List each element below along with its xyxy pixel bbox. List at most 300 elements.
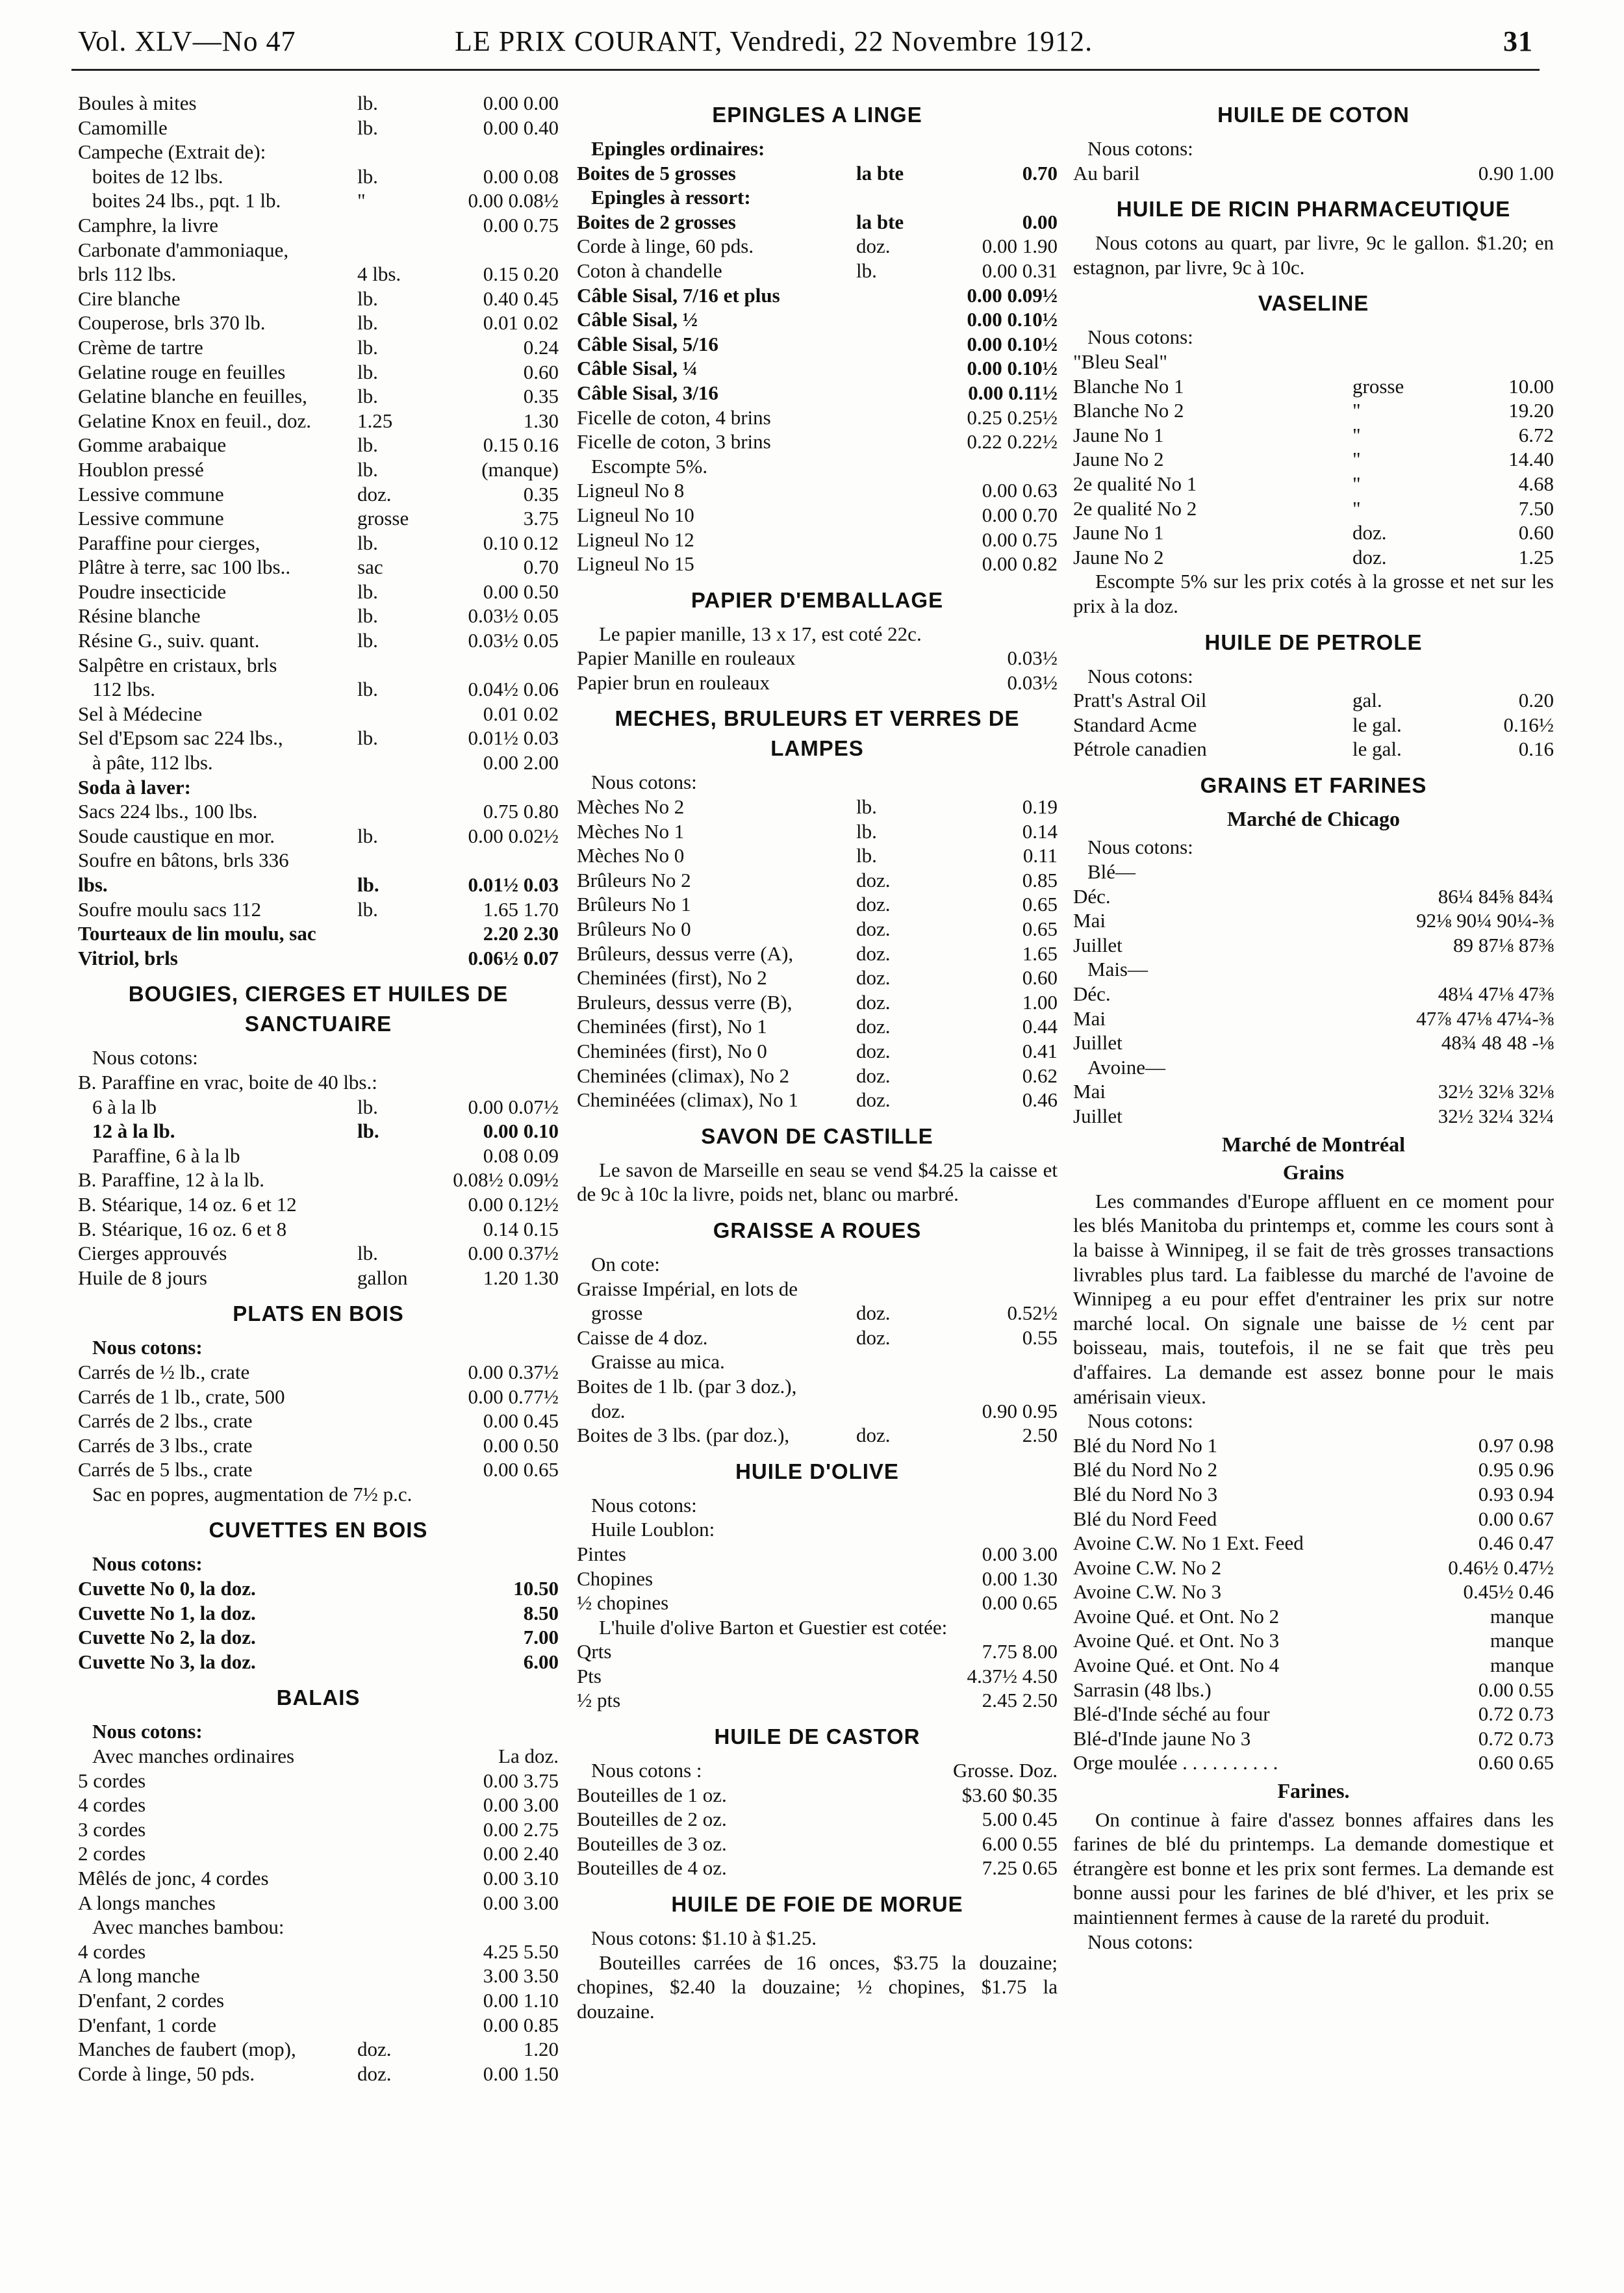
item-price: 0.41 bbox=[1022, 1040, 1058, 1062]
item-price: 0.00 0.85 bbox=[483, 2013, 559, 2036]
item-price: 0.00 0.08 bbox=[483, 164, 559, 188]
item-unit: lb. bbox=[357, 287, 378, 310]
item-unit: " bbox=[1352, 496, 1361, 520]
price-row bbox=[577, 819, 1058, 844]
item-name: Soufre moulu sacs 112 bbox=[78, 897, 262, 921]
item-unit: lb. bbox=[357, 116, 378, 139]
price-row bbox=[78, 262, 559, 287]
paragraph: L'huile d'olive Barton et Guestier est cotée: bbox=[599, 1615, 948, 1639]
item-price: 7.50 bbox=[1518, 496, 1554, 520]
item-price: 0.08½ 0.09½ bbox=[453, 1168, 559, 1192]
item-price: 0.00 0.75 bbox=[483, 213, 559, 237]
item-price: 0.25 0.25½ bbox=[967, 405, 1058, 429]
price-row bbox=[1073, 1531, 1554, 1556]
price-row bbox=[78, 188, 559, 213]
text-line: Epingles ordinaires: bbox=[591, 137, 765, 160]
item-unit: doz. bbox=[856, 942, 891, 965]
price-row bbox=[78, 213, 559, 238]
item-price: 6.00 bbox=[523, 1650, 559, 1673]
item-name: lbs. bbox=[78, 873, 108, 896]
price-row bbox=[1073, 472, 1554, 496]
item-price: 0.00 0.45 bbox=[483, 1409, 559, 1433]
price-row bbox=[78, 1192, 559, 1217]
price-row bbox=[577, 1758, 1058, 1783]
item-unit: lb. bbox=[357, 433, 378, 457]
item-name: Avoine C.W. No 3 bbox=[1073, 1580, 1222, 1604]
item-unit: le gal. bbox=[1352, 713, 1402, 736]
item-name: grosse bbox=[591, 1301, 643, 1325]
item-unit: doz. bbox=[357, 2038, 392, 2061]
header-rule bbox=[71, 69, 1540, 71]
item-price: La doz. bbox=[498, 1745, 559, 1768]
price-row bbox=[577, 259, 1058, 283]
item-name: Avoine Qué. et Ont. No 3 bbox=[1073, 1629, 1280, 1652]
item-name: Crème de tartre bbox=[78, 335, 203, 359]
item-price: 0.00 0.31 bbox=[982, 259, 1058, 282]
item-price: 0.01 0.02 bbox=[483, 311, 559, 335]
item-price: 0.60 bbox=[523, 360, 559, 383]
item-price: 4.25 5.50 bbox=[483, 1940, 559, 1963]
item-price: 0.00 0.50 bbox=[483, 580, 559, 603]
price-row bbox=[78, 1841, 559, 1866]
item-unit: lb. bbox=[357, 726, 378, 750]
item-name: 5 cordes bbox=[78, 1769, 146, 1792]
item-name: Chopines bbox=[577, 1567, 653, 1590]
item-unit: " bbox=[1352, 423, 1361, 446]
item-price: 0.65 bbox=[1022, 917, 1058, 941]
item-name: Papier Manille en rouleaux bbox=[577, 647, 796, 670]
item-name: Nous cotons : bbox=[591, 1759, 702, 1782]
item-price: manque bbox=[1490, 1629, 1554, 1652]
price-row bbox=[78, 946, 559, 971]
item-name: Paraffine pour cierges, bbox=[78, 531, 260, 554]
price-row bbox=[577, 868, 1058, 893]
item-price: 32½ 32⅛ 32⅛ bbox=[1438, 1080, 1554, 1103]
section-heading: GRAISSE A ROUES bbox=[713, 1218, 922, 1242]
price-row bbox=[577, 552, 1058, 576]
paragraph: Nous cotons au quart, par livre, 9c le gallon. $1.20; en estagnon, par livre, 9c à 10c. bbox=[1073, 231, 1554, 279]
item-price: 0.52½ bbox=[1007, 1301, 1058, 1325]
item-name: Câble Sisal, 7/16 et plus bbox=[577, 283, 780, 307]
item-name: Mai bbox=[1073, 1006, 1106, 1030]
item-name: Coton à chandelle bbox=[577, 259, 722, 282]
item-name: boites 24 lbs., pqt. 1 lb. bbox=[92, 189, 281, 212]
item-name: Cuvette No 1, la doz. bbox=[78, 1601, 256, 1624]
item-price: 4.37½ 4.50 bbox=[967, 1664, 1058, 1687]
item-name: Boites de 3 lbs. (par doz.), bbox=[577, 1424, 790, 1447]
item-name: Jaune No 1 bbox=[1073, 423, 1164, 446]
sub-heading: Farines. bbox=[1277, 1779, 1350, 1803]
text-line: Mais— bbox=[1087, 958, 1148, 981]
item-name: Juillet bbox=[1073, 1031, 1123, 1055]
section-heading: HUILE DE PETROLE bbox=[1204, 630, 1423, 654]
price-row bbox=[78, 750, 559, 775]
item-price: 0.00 0.70 bbox=[982, 503, 1058, 526]
price-row bbox=[577, 966, 1058, 990]
item-name: à pâte, 112 lbs. bbox=[92, 751, 213, 775]
price-row bbox=[577, 381, 1058, 405]
item-name: brls 112 lbs. bbox=[78, 263, 177, 286]
item-unit: lb. bbox=[856, 259, 877, 282]
item-unit: doz. bbox=[856, 235, 891, 258]
price-row bbox=[78, 702, 559, 726]
section-heading: GRAINS ET FARINES bbox=[1200, 773, 1427, 797]
item-name: Sarrasin (48 lbs.) bbox=[1073, 1678, 1212, 1701]
item-name: Sacs 224 lbs., 100 lbs. bbox=[78, 800, 258, 823]
text-line: Soda à laver: bbox=[78, 775, 191, 799]
item-unit: lb. bbox=[357, 824, 378, 847]
price-row bbox=[78, 2013, 559, 2038]
item-name: B. Stéarique, 16 oz. 6 et 8 bbox=[78, 1217, 287, 1240]
paragraph: On continue à faire d'assez bonnes affaires dans les farines de blé du printemps. La demande domestique et étrangère est bonne et les prix sont fermes. La demande est bonne aussi pour les farines de blé d'hiver, et les prix se maintiennent fermes à cause de la rareté du produit. bbox=[1073, 1808, 1554, 1928]
price-row bbox=[78, 1433, 559, 1458]
item-price: 89 87⅛ 87⅜ bbox=[1453, 933, 1554, 956]
text-line: Epingles à ressort: bbox=[591, 186, 751, 209]
item-price: manque bbox=[1490, 1654, 1554, 1677]
item-name: Déc. bbox=[1073, 982, 1111, 1006]
price-row bbox=[78, 897, 559, 922]
item-name: Cheminées (climax), No 2 bbox=[577, 1064, 790, 1087]
item-name: Caisse de 4 doz. bbox=[577, 1326, 708, 1349]
item-name: Brûleurs No 2 bbox=[577, 868, 691, 891]
item-price: 0.00 0.11½ bbox=[968, 381, 1058, 404]
item-price: 0.03½ bbox=[1007, 647, 1058, 670]
price-row bbox=[1073, 1006, 1554, 1031]
item-price: 1.20 bbox=[523, 2038, 559, 2061]
item-unit: " bbox=[357, 189, 366, 212]
price-row bbox=[577, 795, 1058, 819]
item-price: 0.15 0.20 bbox=[483, 263, 559, 286]
item-price: 0.00 3.10 bbox=[483, 1867, 559, 1889]
item-unit: doz. bbox=[856, 1040, 891, 1062]
item-name: Boites de 5 grosses bbox=[577, 161, 736, 185]
item-name: D'enfant, 2 cordes bbox=[78, 1988, 225, 2012]
item-name: Avoine C.W. No 2 bbox=[1073, 1556, 1222, 1579]
item-name: Corde à linge, 60 pds. bbox=[577, 235, 754, 258]
item-unit: lb. bbox=[357, 1120, 379, 1143]
item-price: 0.65 bbox=[1022, 893, 1058, 916]
item-price: 0.00 0.10½ bbox=[967, 332, 1058, 355]
item-name: Huile de 8 jours bbox=[78, 1266, 207, 1289]
item-price: 5.00 0.45 bbox=[982, 1808, 1058, 1831]
item-unit: lb. bbox=[357, 1242, 378, 1265]
item-price: 0.72 0.73 bbox=[1478, 1726, 1554, 1750]
price-row bbox=[577, 283, 1058, 308]
item-price: 0.00 0.10½ bbox=[967, 308, 1058, 331]
item-price: 1.65 bbox=[1022, 942, 1058, 965]
price-row bbox=[577, 528, 1058, 552]
item-unit: lb. bbox=[357, 678, 378, 701]
item-price: 2.45 2.50 bbox=[982, 1689, 1058, 1712]
item-name: Carrés de 5 lbs., crate bbox=[78, 1458, 253, 1481]
price-row bbox=[577, 1832, 1058, 1856]
price-row bbox=[577, 1639, 1058, 1664]
item-name: A long manche bbox=[78, 1964, 200, 1988]
price-row bbox=[78, 287, 559, 311]
price-row bbox=[1073, 496, 1554, 521]
price-row bbox=[577, 1807, 1058, 1832]
item-name: Jaune No 1 bbox=[1073, 521, 1164, 544]
item-price: 0.03½ bbox=[1007, 671, 1058, 694]
item-price: 0.00 0.77½ bbox=[468, 1385, 559, 1408]
item-name: Cheminées (first), No 0 bbox=[577, 1040, 767, 1062]
price-row bbox=[1073, 545, 1554, 570]
item-name: Câble Sisal, 3/16 bbox=[577, 381, 718, 404]
paragraph: Le savon de Marseille en seau se vend $4.25 la caisse et de 9c à 10c la livre, poids net, blanc ou marbré. bbox=[577, 1158, 1058, 1206]
item-unit: doz. bbox=[856, 893, 891, 916]
item-price: 0.46 0.47 bbox=[1478, 1531, 1554, 1555]
price-row bbox=[1073, 1628, 1554, 1653]
item-price: 0.60 bbox=[1518, 521, 1554, 544]
text-line: Nous cotons: bbox=[92, 1552, 203, 1576]
sub-heading: Marché de Montréal bbox=[1222, 1132, 1405, 1156]
price-row bbox=[78, 116, 559, 140]
price-row bbox=[577, 1688, 1058, 1713]
item-name: Carrés de ½ lb., crate bbox=[78, 1360, 250, 1383]
price-row bbox=[577, 405, 1058, 430]
item-name: Bouteilles de 4 oz. bbox=[577, 1856, 727, 1880]
item-name: Blé du Nord Feed bbox=[1073, 1507, 1217, 1530]
text-line: Nous cotons: bbox=[1087, 1409, 1193, 1433]
item-name: Ficelle de coton, 3 brins bbox=[577, 430, 771, 454]
price-row bbox=[577, 210, 1058, 235]
section-heading: BOUGIES, CIERGES ET HUILES DE SANCTUAIRE bbox=[128, 982, 509, 1036]
item-unit: gallon bbox=[357, 1266, 408, 1289]
item-name: Ligneul No 12 bbox=[577, 528, 694, 551]
item-unit: lb. bbox=[856, 819, 877, 843]
text-line: Nous cotons: bbox=[591, 1493, 697, 1517]
item-price: 19.20 bbox=[1508, 399, 1554, 422]
item-price: 8.50 bbox=[523, 1601, 559, 1624]
item-name: Mèches No 0 bbox=[577, 844, 685, 867]
item-price: 0.00 1.90 bbox=[982, 235, 1058, 258]
price-row bbox=[577, 503, 1058, 528]
text-line: Nous cotons: bbox=[591, 771, 697, 794]
price-row bbox=[577, 892, 1058, 917]
text-line: Boites de 1 lb. (par 3 doz.), bbox=[577, 1374, 797, 1398]
text-line: Nous cotons: bbox=[1087, 137, 1193, 160]
price-row bbox=[78, 1360, 559, 1385]
price-row bbox=[78, 335, 559, 360]
item-price: 0.00 0.75 bbox=[982, 528, 1058, 551]
item-unit: le gal. bbox=[1352, 737, 1402, 761]
price-row bbox=[1073, 1604, 1554, 1629]
text-line: Avoine— bbox=[1087, 1055, 1165, 1079]
item-price: 0.40 0.45 bbox=[483, 287, 559, 310]
item-price: 0.00 2.40 bbox=[483, 1842, 559, 1865]
text-line: Salpêtre en cristaux, brls bbox=[78, 653, 277, 676]
item-price: 0.00 0.40 bbox=[483, 116, 559, 139]
price-row bbox=[78, 921, 559, 946]
item-price: 10.50 bbox=[513, 1577, 559, 1600]
item-unit: doz. bbox=[856, 1015, 891, 1038]
item-name: B. Paraffine, 12 à la lb. bbox=[78, 1168, 264, 1192]
item-price: 0.00 0.55 bbox=[1478, 1678, 1554, 1701]
item-name: Vitriol, brls bbox=[78, 946, 178, 969]
publication-title: LE PRIX COURANT, Vendredi, 22 Novembre 1912. bbox=[455, 25, 1093, 57]
text-line: Nous cotons: bbox=[1087, 836, 1193, 859]
price-row bbox=[1073, 1653, 1554, 1678]
item-name: Pts bbox=[577, 1664, 602, 1687]
item-price: 14.40 bbox=[1508, 448, 1554, 471]
item-name: Gelatine Knox en feuil., doz. bbox=[78, 409, 311, 432]
item-name: Juillet bbox=[1073, 933, 1123, 956]
item-name: 112 lbs. bbox=[92, 678, 156, 701]
item-name: 4 cordes bbox=[78, 1793, 146, 1817]
text-line: Soufre en bâtons, brls 336 bbox=[78, 849, 289, 872]
item-name: Lessive commune bbox=[78, 482, 224, 506]
price-row bbox=[78, 1940, 559, 1964]
item-unit: lb. bbox=[357, 360, 378, 383]
item-price: 0.55 bbox=[1022, 1326, 1058, 1349]
text-line: Nous cotons: bbox=[92, 1336, 203, 1359]
masthead bbox=[78, 22, 1533, 64]
section-heading: HUILE DE COTON bbox=[1217, 103, 1410, 127]
item-name: Camomille bbox=[78, 116, 168, 139]
item-name: Blé-d'Inde séché au four bbox=[1073, 1702, 1270, 1726]
item-name: Avoine Qué. et Ont. No 2 bbox=[1073, 1604, 1280, 1628]
item-unit: doz. bbox=[856, 1326, 891, 1349]
text-line: Carbonate d'ammoniaque, bbox=[78, 238, 289, 261]
price-row bbox=[1073, 1079, 1554, 1104]
item-name: Poudre insecticide bbox=[78, 580, 227, 603]
item-name: Brûleurs No 1 bbox=[577, 893, 691, 916]
price-row bbox=[1073, 908, 1554, 933]
price-row bbox=[78, 1625, 559, 1650]
item-name: Gelatine rouge en feuilles bbox=[78, 360, 286, 383]
price-row bbox=[577, 917, 1058, 942]
item-unit: doz. bbox=[856, 868, 891, 891]
price-row bbox=[577, 161, 1058, 186]
item-name: Blanche No 1 bbox=[1073, 374, 1184, 398]
price-row bbox=[78, 1217, 559, 1242]
item-name: Blé du Nord No 2 bbox=[1073, 1458, 1218, 1481]
price-row bbox=[577, 1399, 1058, 1424]
item-price: 0.06½ 0.07 bbox=[468, 946, 559, 969]
item-price: 0.22 0.22½ bbox=[967, 430, 1058, 454]
item-unit: lb. bbox=[357, 92, 378, 114]
item-unit: doz. bbox=[856, 1424, 891, 1447]
item-unit: sac bbox=[357, 556, 383, 579]
item-price: 0.11 bbox=[1022, 844, 1058, 867]
item-name: Câble Sisal, ¼ bbox=[577, 357, 698, 380]
paragraph: Le papier manille, 13 x 17, est coté 22c. bbox=[599, 622, 922, 645]
item-name: Mèches No 2 bbox=[577, 795, 685, 819]
item-name: Cheminéées (climax), No 1 bbox=[577, 1088, 798, 1112]
price-row bbox=[1073, 1482, 1554, 1507]
item-name: Bouteilles de 2 oz. bbox=[577, 1808, 727, 1831]
item-price: 0.00 1.30 bbox=[982, 1567, 1058, 1590]
price-row bbox=[577, 1301, 1058, 1326]
price-row bbox=[1073, 447, 1554, 472]
item-price: 0.44 bbox=[1022, 1015, 1058, 1038]
price-row bbox=[78, 457, 559, 482]
item-price: 92⅛ 90¼ 90¼-⅜ bbox=[1416, 909, 1554, 932]
item-name: Camphre, la livre bbox=[78, 213, 219, 237]
item-price: 0.24 bbox=[523, 335, 559, 359]
item-price: 7.75 8.00 bbox=[982, 1640, 1058, 1663]
sub-heading: Grains bbox=[1282, 1160, 1345, 1185]
item-name: 2 cordes bbox=[78, 1842, 146, 1865]
item-price: 0.19 bbox=[1022, 795, 1058, 819]
price-row bbox=[1073, 1702, 1554, 1726]
price-row bbox=[1073, 713, 1554, 737]
text-line: Nous cotons: bbox=[92, 1720, 203, 1743]
item-name: Cire blanche bbox=[78, 287, 181, 310]
item-price: 0.00 0.07½ bbox=[468, 1095, 559, 1118]
item-name: Soude caustique en mor. bbox=[78, 824, 275, 847]
text-line: Nous cotons: bbox=[1087, 326, 1193, 349]
price-row bbox=[577, 429, 1058, 454]
text-line: Nous cotons: $1.10 à $1.25. bbox=[591, 1927, 817, 1950]
item-price: 0.20 bbox=[1518, 689, 1554, 712]
item-price: 0.45½ 0.46 bbox=[1463, 1580, 1554, 1604]
item-name: Juillet bbox=[1073, 1105, 1123, 1127]
item-name: Sel à Médecine bbox=[78, 702, 203, 725]
section-heading: PAPIER D'EMBALLAGE bbox=[691, 587, 944, 612]
item-name: A longs manches bbox=[78, 1891, 216, 1914]
item-name: boites de 12 lbs. bbox=[92, 164, 223, 188]
item-name: Houblon pressé bbox=[78, 457, 204, 481]
price-row bbox=[577, 843, 1058, 868]
price-row bbox=[577, 1088, 1058, 1112]
item-name: Boites de 2 grosses bbox=[577, 210, 736, 233]
item-name: Ficelle de coton, 4 brins bbox=[577, 405, 771, 429]
item-unit: lb. bbox=[856, 844, 877, 867]
price-row bbox=[78, 1385, 559, 1409]
item-name: Avoine C.W. No 1 Ext. Feed bbox=[1073, 1531, 1304, 1555]
item-unit: gal. bbox=[1352, 689, 1382, 712]
item-name: Standard Acme bbox=[1073, 713, 1197, 736]
item-price: 6.00 0.55 bbox=[982, 1832, 1058, 1855]
price-row bbox=[78, 1891, 559, 1915]
price-row bbox=[577, 234, 1058, 259]
item-name: Carrés de 3 lbs., crate bbox=[78, 1433, 253, 1457]
price-row bbox=[78, 1793, 559, 1817]
price-row bbox=[1073, 1678, 1554, 1702]
item-price: Grosse. Doz. bbox=[953, 1759, 1058, 1782]
price-row bbox=[577, 990, 1058, 1015]
item-unit: lb. bbox=[357, 531, 378, 554]
item-name: B. Stéarique, 14 oz. 6 et 12 bbox=[78, 1192, 297, 1216]
price-row bbox=[577, 942, 1058, 966]
item-price: 2.50 bbox=[1022, 1424, 1058, 1447]
price-row bbox=[577, 1664, 1058, 1689]
item-name: Avec manches ordinaires bbox=[92, 1745, 295, 1768]
item-name: Ligneul No 15 bbox=[577, 552, 694, 576]
item-name: Ligneul No 8 bbox=[577, 479, 685, 502]
item-unit: lb. bbox=[357, 311, 378, 335]
item-name: Résine G., suiv. quant. bbox=[78, 629, 260, 652]
price-row bbox=[78, 726, 559, 750]
item-name: Blé du Nord No 1 bbox=[1073, 1433, 1218, 1457]
item-unit: doz. bbox=[856, 990, 891, 1014]
item-price: 0.35 bbox=[523, 385, 559, 408]
item-name: Papier brun en rouleaux bbox=[577, 671, 770, 694]
text-line: Sac en popres, augmentation de 7½ p.c. bbox=[92, 1482, 412, 1505]
item-name: Brûleurs No 0 bbox=[577, 917, 691, 941]
item-name: 4 cordes bbox=[78, 1940, 146, 1963]
item-name: Bouteilles de 3 oz. bbox=[577, 1832, 727, 1855]
item-name: Blanche No 2 bbox=[1073, 399, 1184, 422]
item-price: 0.16 bbox=[1518, 737, 1554, 761]
item-price: 32½ 32¼ 32¼ bbox=[1438, 1105, 1554, 1127]
item-price: 0.00 0.10½ bbox=[967, 357, 1058, 380]
price-row bbox=[1073, 161, 1554, 186]
item-name: Tourteaux de lin moulu, sac bbox=[78, 922, 316, 945]
section-heading: EPINGLES A LINGE bbox=[712, 103, 922, 127]
price-row bbox=[78, 555, 559, 580]
